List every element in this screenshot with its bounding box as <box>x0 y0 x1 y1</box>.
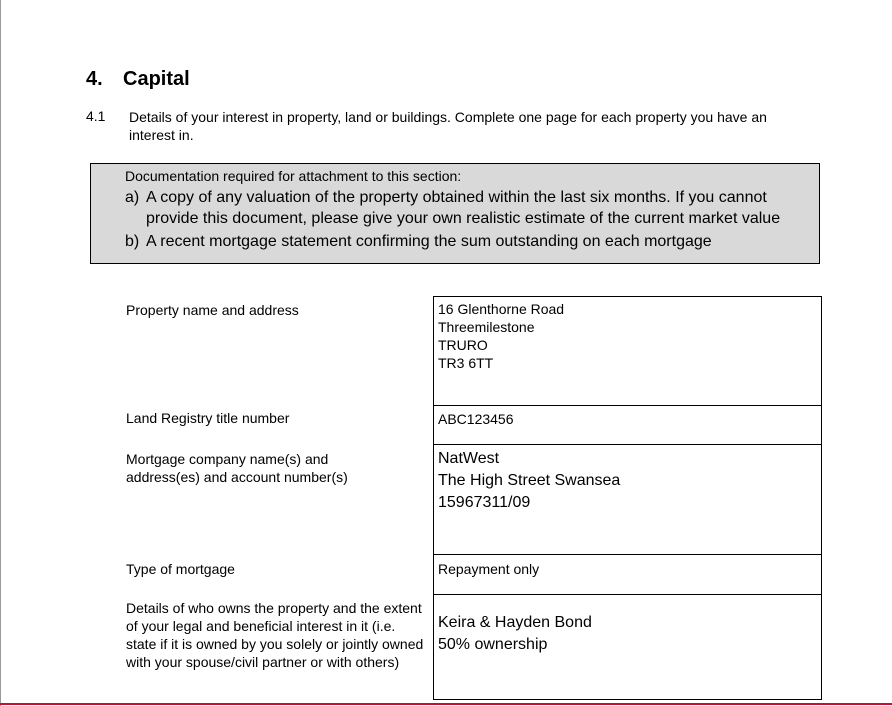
address-line: 16 Glenthorne Road <box>438 301 565 317</box>
mortgage-company-line: 15967311/09 <box>438 494 531 511</box>
ownership-line: Keira & Hayden Bond <box>438 614 592 631</box>
page-left-edge <box>0 0 1 706</box>
documentation-box <box>90 163 820 264</box>
mortgage-company-label: Mortgage company name(s) and address(es) and account number(s) <box>126 451 348 485</box>
documentation-item-label: b) <box>125 233 140 250</box>
documentation-item-text: A copy of any valuation of the property obtained within the last six months. If you cannot provide this document, please give your own realistic estimate of the current market value <box>146 189 781 227</box>
property-address-field[interactable] <box>433 296 822 406</box>
mortgage-type-value: Repayment only <box>438 561 540 577</box>
mortgage-company-line: NatWest <box>438 450 500 467</box>
land-registry-value: ABC123456 <box>438 411 514 427</box>
documentation-item-label: a) <box>125 189 140 206</box>
address-line: TR3 6TT <box>438 355 494 371</box>
documentation-item-text: A recent mortgage statement confirming the sum outstanding on each mortgage <box>146 233 712 250</box>
section-title: Capital <box>123 68 190 90</box>
documentation-heading: Documentation required for attachment to this section: <box>125 168 462 184</box>
page-bottom-border <box>0 703 892 705</box>
mortgage-company-line: The High Street Swansea <box>438 472 621 489</box>
documentation-item <box>125 231 815 252</box>
question-number: 4.1 <box>86 108 106 124</box>
mortgage-type-field[interactable] <box>433 554 822 595</box>
mortgage-type-label: Type of mortgage <box>126 561 235 577</box>
section-number: 4. <box>86 68 103 90</box>
question-text: Details of your interest in property, land or buildings. Complete one page for each property you have an interest in. <box>129 109 767 143</box>
land-registry-label: Land Registry title number <box>126 410 290 426</box>
address-line: Threemilestone <box>438 319 535 335</box>
property-address-label: Property name and address <box>126 302 299 318</box>
documentation-item <box>125 187 815 229</box>
address-line: TRURO <box>438 337 488 353</box>
ownership-label: Details of who owns the property and the extent of your legal and beneficial interest in it (i.e. state if it is owned by you solely or jointly owned with your spouse/civil partner or with others) <box>126 600 424 670</box>
land-registry-field[interactable] <box>433 405 822 445</box>
ownership-field[interactable] <box>433 594 822 700</box>
mortgage-company-field[interactable] <box>433 444 822 555</box>
ownership-line: 50% ownership <box>438 636 548 653</box>
